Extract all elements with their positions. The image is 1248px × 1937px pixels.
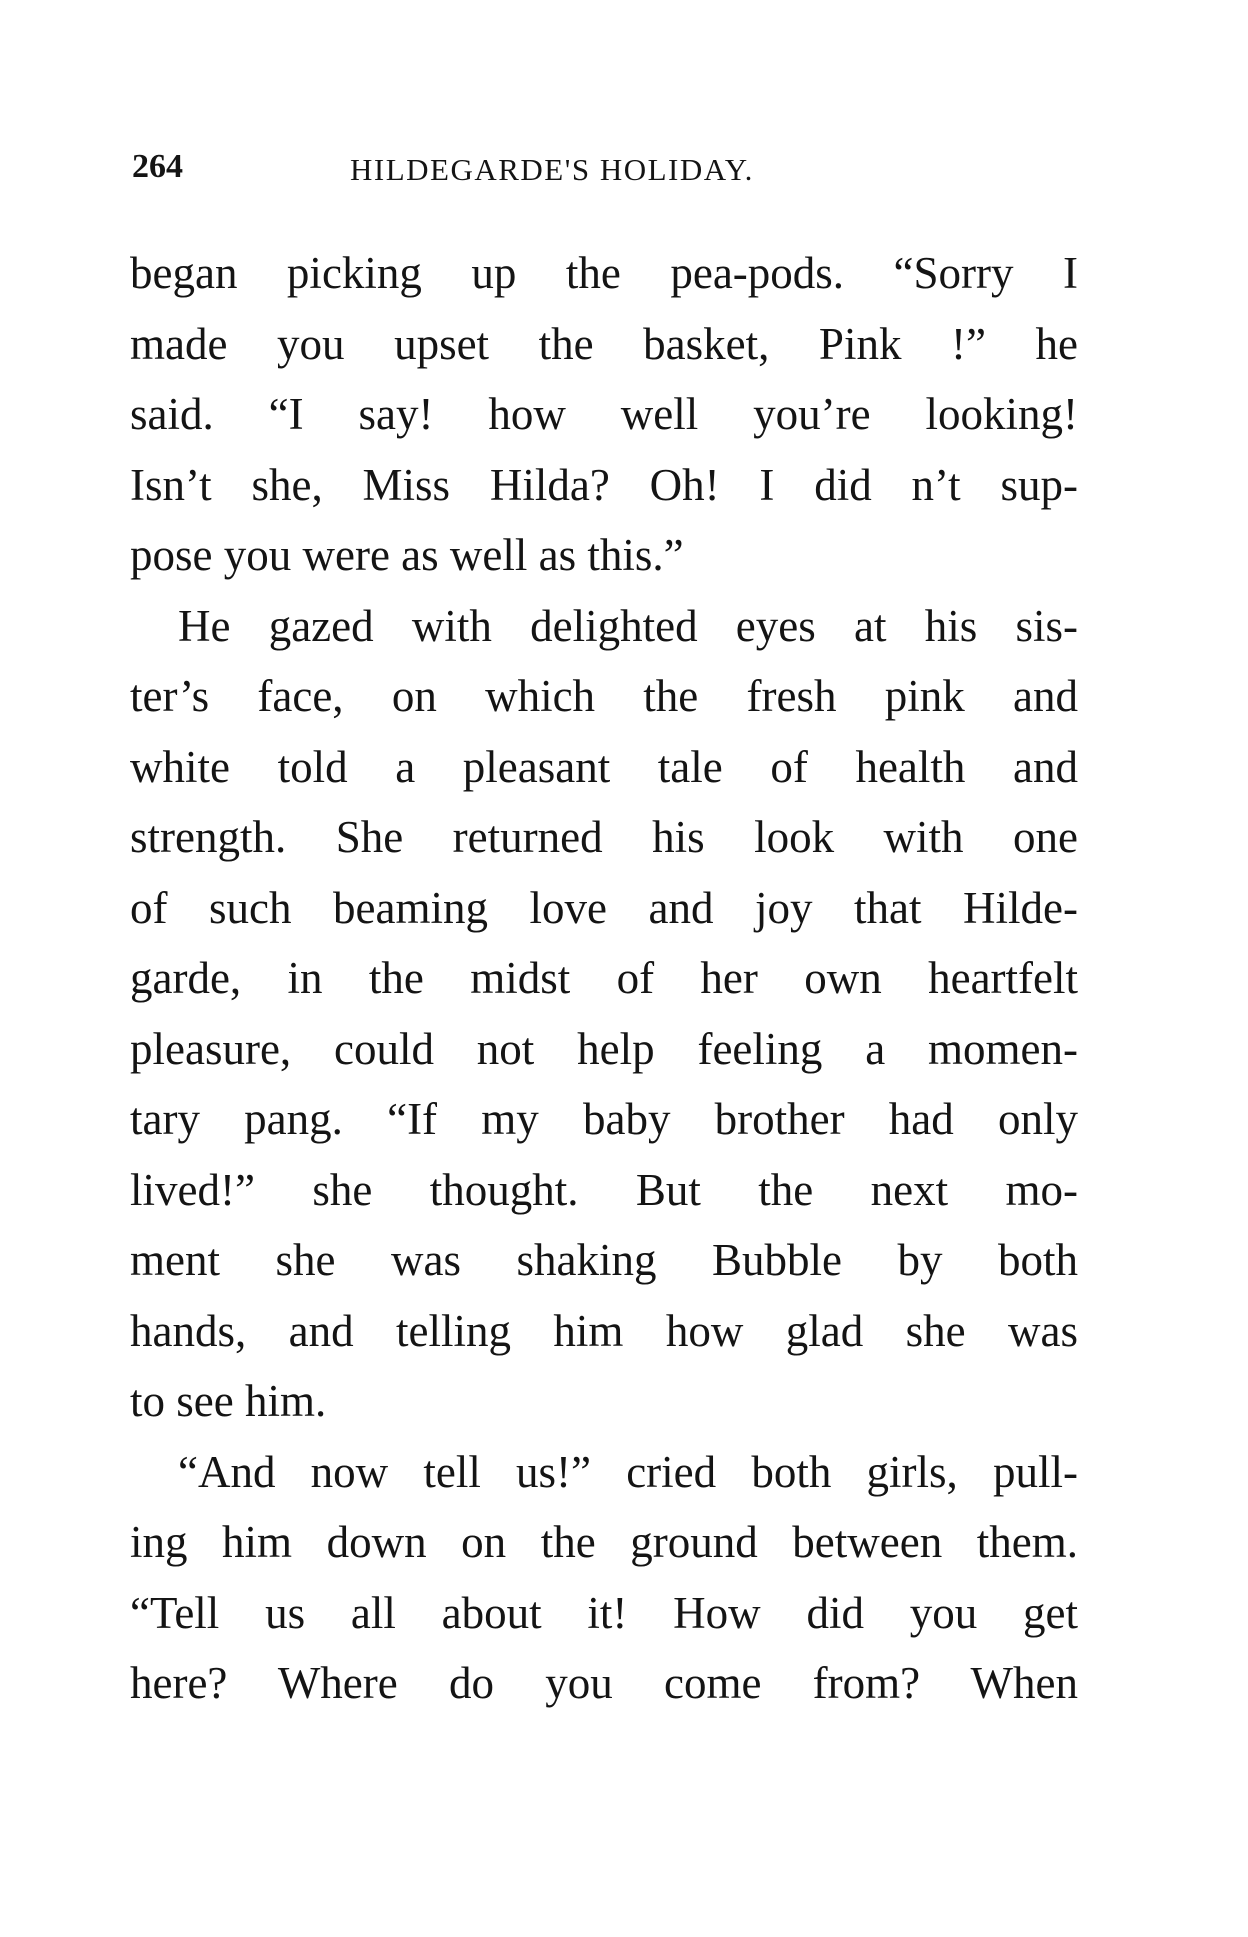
text-line: to see him. [130,1376,327,1426]
text-line: said. “I say! how well you’re looking! [130,389,1078,439]
text-line: white told a pleasant tale of health and [130,741,1078,792]
text-line: pleasure, could not help feeling a momen- [130,1023,1078,1074]
page-number: 264 [132,148,183,185]
body-text [130,238,1078,1719]
text-line: “And now tell us!” cried both girls, pull- [178,1446,1078,1497]
text-line: strength. She returned his look with one [130,812,1078,862]
text-line: hands, and telling him how glad she was [130,1305,1078,1356]
text-line: Isn’t she, Miss Hilda? Oh! I did n’t sup- [130,459,1078,510]
text-line: pose you were as well as this.” [130,530,684,580]
text-line: ment she was shaking Bubble by both [130,1235,1078,1285]
text-line: lived!” she thought. But the next mo- [130,1164,1078,1215]
text-line: of such beaming love and joy that Hilde- [130,882,1078,933]
text-line: garde, in the midst of her own heartfelt [130,953,1078,1003]
text-line: He gazed with delighted eyes at his sis- [178,600,1078,651]
text-line: ter’s face, on which the fresh pink and [130,671,1078,721]
text-line: made you upset the basket, Pink !” he [130,318,1078,369]
page-header [132,148,1082,198]
text-line: ing him down on the ground between them. [130,1517,1078,1567]
text-line: here? Where do you come from? When [130,1658,1078,1708]
running-title: HILDEGARDE'S HOLIDAY. [350,152,754,187]
text-line: tary pang. “If my baby brother had only [130,1094,1078,1144]
text-line: “Tell us all about it! How did you get [130,1587,1078,1638]
text-line: began picking up the pea-pods. “Sorry I [130,248,1078,298]
